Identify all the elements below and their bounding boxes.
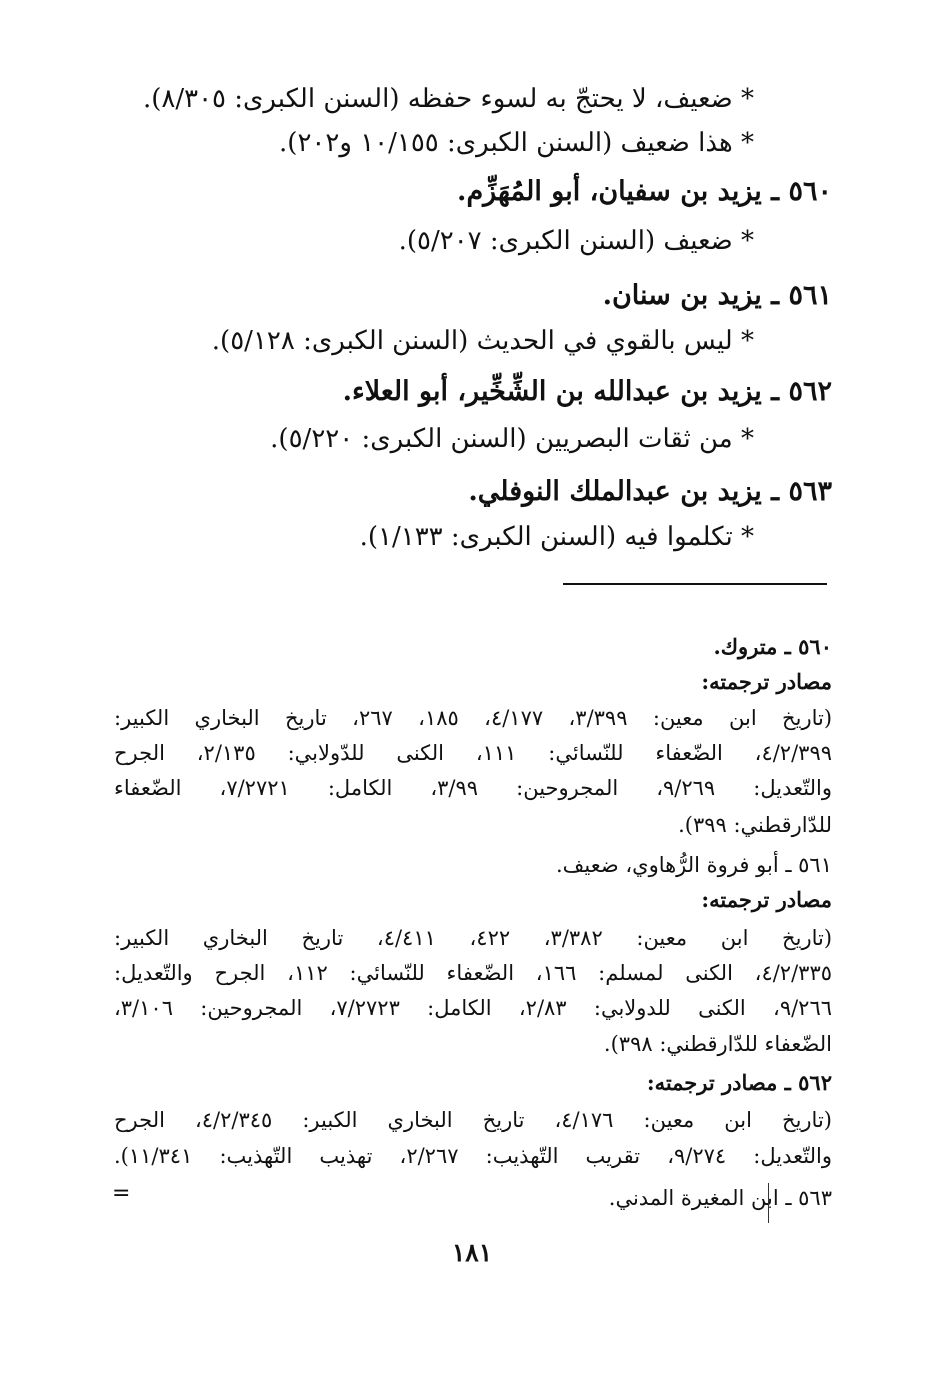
entry-562-note: * من ثقات البصريين (السنن الكبرى: ٥/٢٢٠). (270, 424, 754, 454)
page-number: ١٨١ (451, 1238, 493, 1267)
footnote-separator (563, 583, 827, 585)
footnote-560-title: ٥٦٠ ـ متروك. (713, 634, 832, 659)
footnote-562-title: ٥٦٢ ـ مصادر ترجمته: (646, 1070, 832, 1095)
footnote-562-line-2: والتّعديل: ٩/٢٧٤، تقريب التّهذيب: ٢/٢٦٧، تهذيب التّهذيب: ١١/٣٤١). (114, 1144, 832, 1168)
entry-563-note: * تكلموا فيه (السنن الكبرى: ١/١٣٣). (359, 522, 754, 552)
main-line-1: * ضعيف، لا يحتجّ به لسوء حفظه (السنن الكبرى: ٨/٣٠٥). (142, 84, 754, 114)
footnote-561-line-4: الضّعفاء للدّارقطني: ٣٩٨). (603, 1032, 832, 1056)
footnote-561-title: ٥٦١ ـ أبو فروة الرُّهاوي، ضعيف. (555, 853, 832, 877)
footnote-561-sources-label: مصادر ترجمته: (701, 887, 832, 912)
entry-562-heading: ٥٦٢ ـ يزيد بن عبدالله بن الشِّخِّير، أبو العلاء. (342, 376, 832, 407)
entry-560-note: * ضعيف (السنن الكبرى: ٥/٢٠٧). (398, 226, 754, 256)
footnote-561-line-2: ٤/٢/٣٣٥، الكنى لمسلم: ١٦٦، الضّعفاء للنّسائي: ١١٢، الجرح والتّعديل: (114, 961, 832, 985)
entry-563-heading: ٥٦٣ ـ يزيد بن عبدالملك النوفلي. (468, 476, 832, 507)
footnote-560-line-2: ٤/٢/٣٩٩، الضّعفاء للنّسائي: ١١١، الكنى للدّولابي: ٢/١٣٥، الجرح (114, 741, 832, 765)
text-cursor-mark (768, 1183, 769, 1223)
entry-561-note: * ليس بالقوي في الحديث (السنن الكبرى: ٥/١٢٨). (211, 326, 754, 356)
footnote-561-line-1: (تاريخ ابن معين: ٣/٣٨٢، ٤٢٢، ٤/٤١١، تاريخ البخاري الكبير: (114, 926, 833, 950)
footnote-560-line-1: (تاريخ ابن معين: ٣/٣٩٩، ٤/١٧٧، ١٨٥، ٢٦٧، تاريخ البخاري الكبير: (114, 706, 833, 730)
footnote-560-line-3: والتّعديل: ٩/٢٦٩، المجروحين: ٣/٩٩، الكامل: ٧/٢٧٢١، الضّعفاء (114, 776, 832, 800)
continuation-mark: = (112, 1181, 131, 1206)
footnote-560-line-4: للدّارقطني: ٣٩٩). (678, 813, 832, 837)
footnote-562-line-1: (تاريخ ابن معين: ٤/١٧٦، تاريخ البخاري الكبير: ٤/٢/٣٤٥، الجرح (114, 1108, 832, 1132)
footnote-561-line-3: ٩/٢٦٦، الكنى للدولابي: ٢/٨٣، الكامل: ٧/٢٧٢٣، المجروحين: ٣/١٠٦، (114, 996, 833, 1020)
entry-561-heading: ٥٦١ ـ يزيد بن سنان. (602, 280, 832, 311)
footnote-560-sources-label: مصادر ترجمته: (701, 669, 832, 694)
footnote-563-title: ٥٦٣ ـ ابن المغيرة المدني. (608, 1186, 832, 1210)
main-line-2: * هذا ضعيف (السنن الكبرى: ١٠/١٥٥ و٢٠٢). (279, 128, 754, 158)
entry-560-heading: ٥٦٠ ـ يزيد بن سفيان، أبو المُهَزِّم. (457, 176, 832, 207)
